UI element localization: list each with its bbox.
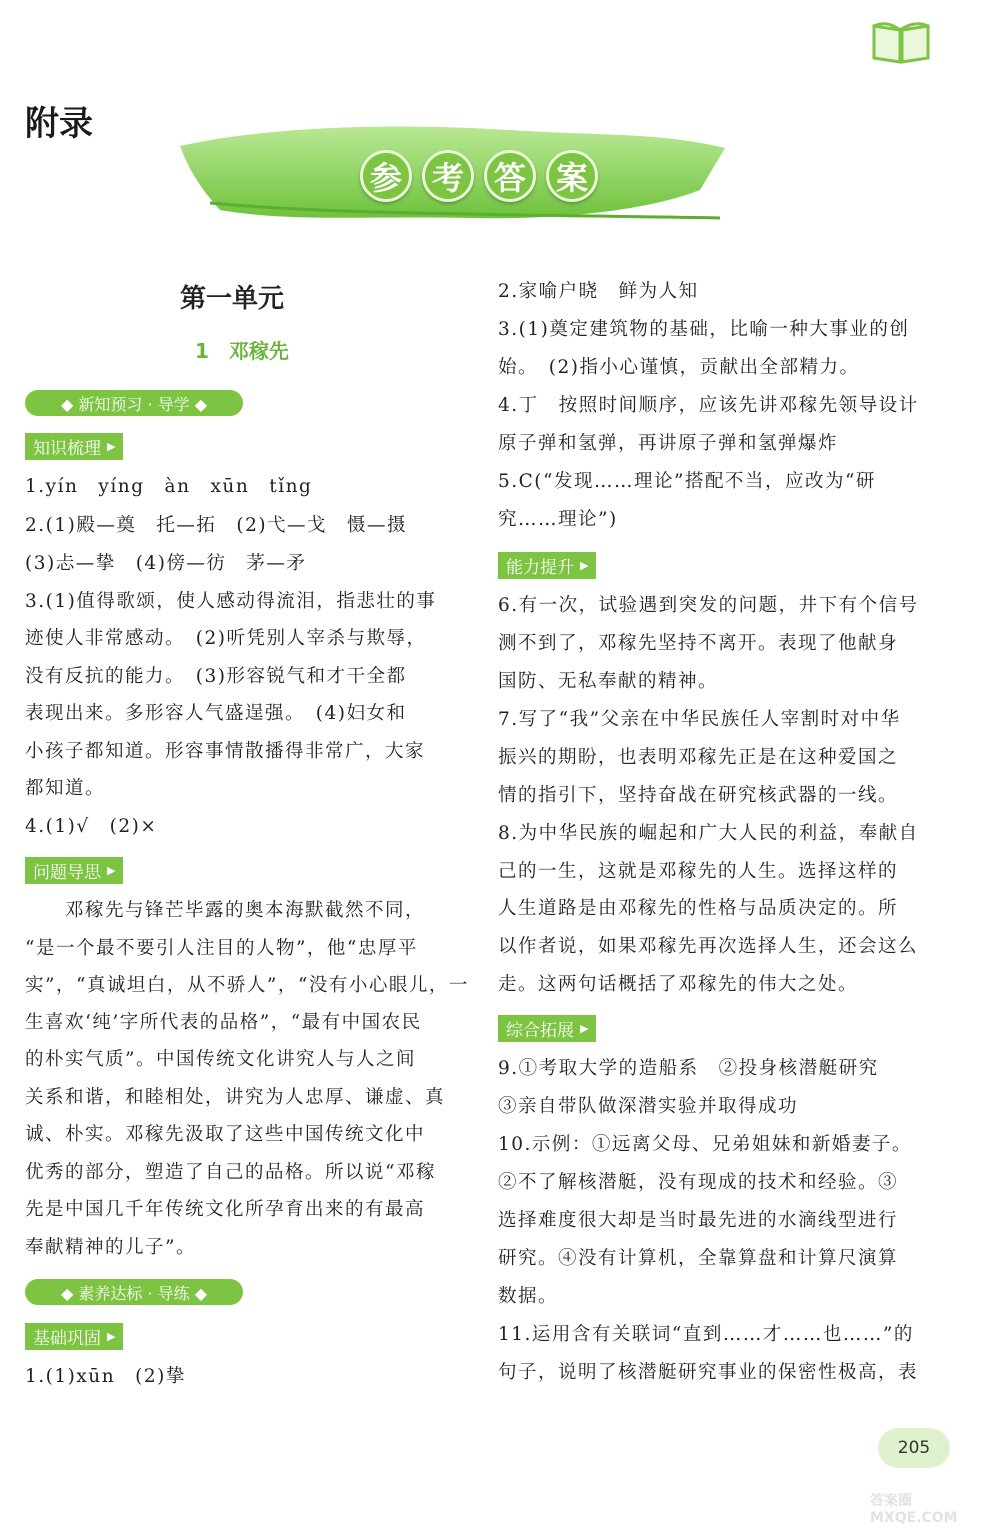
- answer-line: 9.①考取大学的造船系 ②投身核潜艇研究: [498, 1058, 879, 1079]
- answer-line: 2.家喻户晓 鲜为人知: [498, 281, 699, 302]
- paragraph-line: 奉献精神的儿子”。: [25, 1237, 196, 1258]
- answer-line: 1.(1)xūn (2)挚: [25, 1366, 186, 1387]
- tag-extension: 综合拓展 ▶: [498, 1015, 596, 1042]
- answer-line: 11.运用含有关联词“直到……才……也……”的: [498, 1324, 914, 1345]
- paragraph-line: 优秀的部分，塑造了自己的品格。所以说“邓稼: [25, 1162, 436, 1183]
- unit-title: 第一单元: [180, 284, 285, 314]
- answer-line: 2.(1)殿—奠 托—拓 (2)弋—戈 慑—摄: [25, 515, 408, 536]
- tag-basics: 基础巩固 ▶: [25, 1323, 123, 1350]
- page-number: 205: [878, 1428, 950, 1468]
- answer-line: 振兴的期盼，也表明邓稼先正是在这种爱国之: [498, 747, 899, 768]
- answer-line: 选择难度很大却是当时最先进的水滴线型进行: [498, 1210, 899, 1231]
- answer-line: 句子，说明了核潜艇研究事业的保密性极高，表: [498, 1362, 919, 1383]
- answer-line: 研究。④没有计算机，全靠算盘和计算尺演算: [498, 1248, 899, 1269]
- watermark: 答案圈 MXQE.COM: [870, 1493, 958, 1526]
- answer-line: 情的指引下，坚持奋战在研究核武器的一线。: [498, 785, 899, 806]
- banner-char: 考: [422, 150, 474, 202]
- answer-line: 没有反抗的能力。 (3)形容锐气和才干全都: [25, 666, 407, 687]
- answer-line: 原子弹和氢弹，再讲原子弹和氢弹爆炸: [498, 433, 839, 454]
- answer-line: 究……理论”): [498, 509, 618, 530]
- banner-char: 参: [360, 150, 412, 202]
- answer-line: 测不到了，邓稼先坚持不离开。表现了他献身: [498, 633, 899, 654]
- answer-line: 数据。: [498, 1286, 559, 1307]
- answer-line: ②不了解核潜艇，没有现成的技术和经验。③: [498, 1172, 899, 1193]
- answer-line: 小孩子都知道。形容事情散播得非常广，大家: [25, 741, 426, 762]
- answer-line: 以作者说，如果邓稼先再次选择人生，还会这么: [498, 936, 919, 957]
- answer-line: 都知道。: [25, 778, 106, 799]
- answer-line: (3)忐—挚 (4)傍—彷 茅—矛: [25, 553, 307, 574]
- answer-line: 始。 (2)指小心谨慎，贡献出全部精力。: [498, 357, 860, 378]
- book-icon: [870, 18, 932, 64]
- answer-line: 国防、无私奉献的精神。: [498, 671, 719, 692]
- section-pill-practice: ◆ 素养达标 · 导练 ◆: [25, 1279, 243, 1305]
- section-pill-preview: ◆ 新知预习 · 导学 ◆: [25, 390, 243, 416]
- answer-line: 走。这两句话概括了邓稼先的伟大之处。: [498, 974, 859, 995]
- answer-line: 8.为中华民族的崛起和广大人民的利益，奉献自: [498, 823, 919, 844]
- answer-line: 人生道路是由邓稼先的性格与品质决定的。所: [498, 898, 899, 919]
- answer-line: 3.(1)奠定建筑物的基础，比喻一种大事业的创: [498, 319, 910, 340]
- paragraph-line: 诚、朴实。邓稼先汲取了这些中国传统文化中: [25, 1124, 426, 1145]
- paragraph-line: 生喜欢‘纯’字所代表的品格”，“最有中国农民: [25, 1012, 422, 1033]
- banner-char: 答: [484, 150, 536, 202]
- answer-line: 10.示例：①远离父母、兄弟姐妹和新婚妻子。: [498, 1134, 912, 1155]
- paragraph-line: 邓稼先与锋芒毕露的奥本海默截然不同，: [25, 900, 426, 921]
- lesson-title: 1 邓稼先: [195, 339, 289, 363]
- answer-line: 6.有一次，试验遇到突发的问题，井下有个信号: [498, 595, 919, 616]
- appendix-title: 附录: [25, 104, 93, 144]
- tag-question: 问题导思 ▶: [25, 857, 123, 884]
- answer-line: ③亲自带队做深潜实验并取得成功: [498, 1096, 799, 1117]
- tag-knowledge: 知识梳理 ▶: [25, 433, 123, 460]
- answer-line: 3.(1)值得歌颂，使人感动得流泪，指悲壮的事: [25, 591, 437, 612]
- banner-char: 案: [546, 150, 598, 202]
- paragraph-line: 的朴实气质”。中国传统文化讲究人与人之间: [25, 1049, 416, 1070]
- paragraph-line: 先是中国几千年传统文化所孕育出来的有最高: [25, 1199, 426, 1220]
- answer-line: 1.yín yíng àn xūn tǐng: [25, 476, 313, 497]
- paragraph-line: “是一个最不要引人注目的人物”，他“忠厚平: [25, 938, 418, 959]
- tag-ability: 能力提升 ▶: [498, 552, 596, 579]
- answer-line: 表现出来。多形容人气盛逞强。 (4)妇女和: [25, 703, 407, 724]
- banner-title: [360, 150, 598, 202]
- answer-line: 己的一生，这就是邓稼先的人生。选择这样的: [498, 861, 899, 882]
- answer-line: 4.丁 按照时间顺序，应该先讲邓稼先领导设计: [498, 395, 919, 416]
- answer-line: 4.(1)√ (2)×: [25, 816, 158, 837]
- paragraph-line: 实”，“真诚坦白，从不骄人”，“没有小心眼儿，一: [25, 975, 469, 996]
- answer-line: 5.C(“发现……理论”搭配不当，应改为“研: [498, 471, 876, 492]
- answer-line: 7.写了“我”父亲在中华民族任人宰割时对中华: [498, 709, 901, 730]
- answer-line: 迹使人非常感动。 (2)听凭别人宰杀与欺辱，: [25, 628, 427, 649]
- paragraph-line: 关系和谐，和睦相处，讲究为人忠厚、谦虚、真: [25, 1087, 446, 1108]
